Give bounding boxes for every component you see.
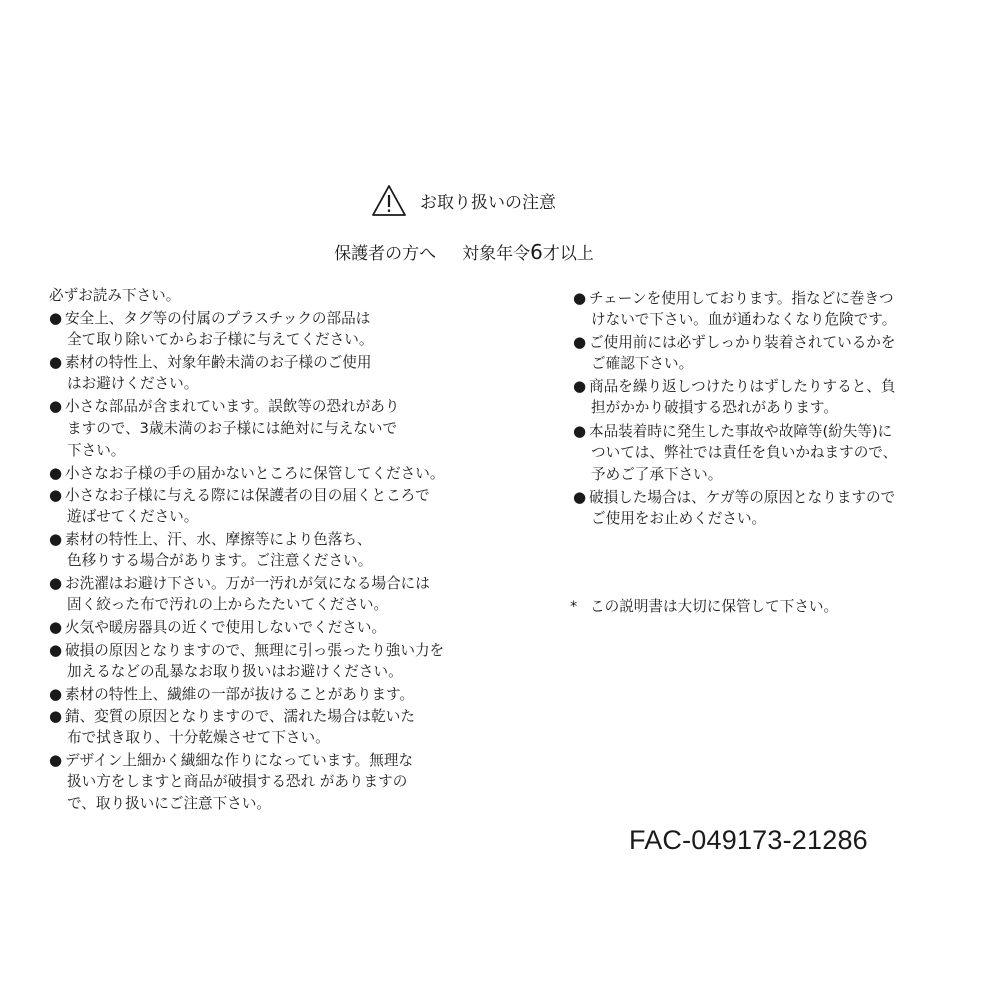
bullet-icon: ●	[573, 421, 587, 440]
item-text: デザイン上細かく繊細な作りになっています。無理な	[65, 751, 414, 769]
audience-label: 保護者の方へ	[334, 244, 437, 264]
item-line	[573, 442, 983, 464]
item-text: 布で拭き取り、十分乾燥させて下さい。	[67, 728, 330, 746]
list-item	[49, 528, 489, 572]
item-line	[49, 727, 489, 749]
item-line	[49, 506, 489, 528]
item-line	[573, 397, 983, 419]
item-text: チェーンを使用しております。指などに巻きつ	[589, 290, 894, 307]
item-line	[573, 287, 983, 309]
bullet-icon: ●	[49, 618, 63, 637]
item-text: 遊ばせてください。	[67, 507, 199, 525]
item-text: ご使用前には必ずしっかり装着されているかを	[589, 334, 896, 352]
item-text: 破損した場合は、ケガ等の原因となりますので	[589, 488, 896, 506]
item-text: 商品を繰り返しつけたりはずしたりすると、負	[589, 378, 896, 396]
item-text: 火気や暖房器具の近くで使用しないでください。	[65, 619, 387, 637]
item-line	[49, 329, 489, 351]
item-text: ご使用をお止めください。	[591, 509, 767, 527]
item-line	[49, 616, 489, 638]
item-text: 錆、変質の原因となりますので、濡れた場合は乾いた	[65, 707, 415, 725]
bullet-icon: ●	[49, 706, 63, 725]
item-text: 色移りする場合があります。ご注意ください。	[67, 552, 373, 570]
left-instructions-column	[49, 285, 489, 815]
product-code: FAC-049173-21286	[629, 825, 868, 855]
bullet-icon: ●	[49, 485, 63, 504]
list-item	[49, 639, 489, 683]
item-line	[49, 572, 489, 594]
list-item	[573, 331, 983, 375]
item-text: 小さな部品が含まれています。誤飲等の恐れがあり	[65, 398, 400, 416]
item-text: けないで下さい。血が通わなくなり危険です。	[591, 311, 897, 329]
item-line	[49, 462, 489, 484]
list-item	[49, 462, 489, 484]
list-item	[49, 749, 489, 815]
bullet-icon: ●	[573, 289, 587, 307]
item-line	[573, 420, 983, 442]
left-items-list	[49, 307, 489, 815]
target-age: 6	[530, 240, 543, 264]
note-text: この説明書は大切に保管して下さい。	[590, 598, 839, 615]
item-text: 素材の特性上、対象年齢未満のお子様のご使用	[65, 354, 372, 372]
item-text: 全て取り除いてからお子様に与えてください。	[67, 331, 374, 349]
item-line	[49, 395, 489, 417]
list-item	[49, 616, 489, 638]
item-text: で、取り扱いにご注意下さい。	[67, 795, 272, 813]
item-line	[49, 639, 489, 661]
target-prefix: 対象年令	[462, 244, 531, 264]
item-line	[573, 486, 983, 508]
item-text: ついては、弊社では責任を負いかねますので、	[591, 443, 898, 461]
item-text: ご確認下さい。	[591, 355, 694, 373]
bullet-icon: ●	[573, 333, 587, 352]
item-text: 破損の原因となりますので、無理に引っ張ったり強い力を	[65, 641, 445, 659]
right-items-list	[573, 287, 983, 530]
item-text: 小さなお子様に与える際には保護者の目の届くところで	[65, 486, 430, 504]
item-line	[49, 373, 489, 395]
page-title: お取り扱いの注意	[420, 193, 556, 213]
item-line	[49, 550, 489, 572]
item-line	[49, 661, 489, 683]
bullet-icon: ●	[49, 353, 63, 372]
item-text: 小さなお子様の手の届かないところに保管してください。	[65, 464, 445, 482]
list-item	[573, 287, 983, 331]
list-item	[49, 395, 489, 461]
item-text: 固く絞った布で汚れの上からたたいてください。	[67, 596, 389, 614]
target-suffix: 才以上	[542, 244, 594, 264]
item-text: 加えるなどの乱暴なお取り扱いはお避けください。	[67, 662, 403, 680]
item-line	[49, 705, 489, 727]
list-item	[573, 420, 983, 486]
item-text: はお避けください。	[67, 375, 199, 393]
bullet-icon: ●	[49, 640, 63, 659]
item-text: 予めご了承下さい。	[591, 465, 723, 483]
item-line	[573, 375, 983, 397]
bullet-icon: ●	[49, 684, 63, 703]
warning-triangle-icon	[371, 183, 407, 219]
item-text: 素材の特性上、繊維の一部が抜けることがあります。	[65, 685, 415, 703]
item-line	[573, 508, 983, 530]
list-item	[49, 572, 489, 616]
bullet-icon: ●	[49, 309, 63, 328]
item-line	[49, 440, 489, 462]
item-line	[49, 528, 489, 550]
list-item	[49, 705, 489, 749]
list-item	[49, 683, 489, 705]
item-line	[573, 331, 983, 353]
bullet-icon: ●	[573, 377, 587, 396]
item-line	[49, 771, 489, 793]
item-line	[49, 307, 489, 329]
item-line	[49, 418, 489, 440]
item-line	[573, 353, 983, 375]
caution-heading	[0, 183, 1000, 223]
right-instructions-column	[573, 287, 983, 530]
item-text: 素材の特性上、汗、水、摩擦等により色落ち、	[65, 531, 372, 549]
item-line	[49, 749, 489, 771]
item-line	[49, 594, 489, 616]
keep-manual-note	[570, 596, 838, 618]
intro-text: 必ずお読み下さい。	[49, 287, 181, 304]
bullet-icon: ●	[49, 463, 63, 482]
item-line	[49, 683, 489, 705]
list-item	[49, 351, 489, 395]
bullet-icon: ●	[49, 530, 63, 549]
list-item	[49, 307, 489, 351]
note-asterisk: *	[570, 598, 578, 615]
item-text: 扱い方をしますと商品が破損する恐れ がありますの	[67, 773, 408, 791]
item-line	[49, 793, 489, 815]
bullet-icon: ●	[49, 574, 63, 593]
target-audience-line	[0, 238, 1000, 266]
item-text: 安全上、タグ等の付属のプラスチックの部品は	[65, 310, 371, 328]
list-item	[573, 375, 983, 419]
item-line	[573, 309, 983, 331]
bullet-icon: ●	[573, 487, 587, 506]
item-text: ますので、3歳未満のお子様には絶対に与えないで	[67, 419, 398, 437]
item-text: 担がかかり破損する恐れがあります。	[591, 399, 838, 417]
item-line	[573, 464, 983, 486]
list-item	[573, 486, 983, 530]
list-item	[49, 484, 489, 528]
item-line	[49, 351, 489, 373]
bullet-icon: ●	[49, 750, 63, 769]
bullet-icon: ●	[49, 397, 63, 416]
item-text: お洗濯はお避け下さい。万が一汚れが気になる場合には	[65, 575, 430, 593]
item-line	[49, 484, 489, 506]
item-text: 下さい。	[67, 441, 126, 459]
item-text: 本品装着時に発生した事故や故障等(紛失等)に	[589, 422, 893, 440]
